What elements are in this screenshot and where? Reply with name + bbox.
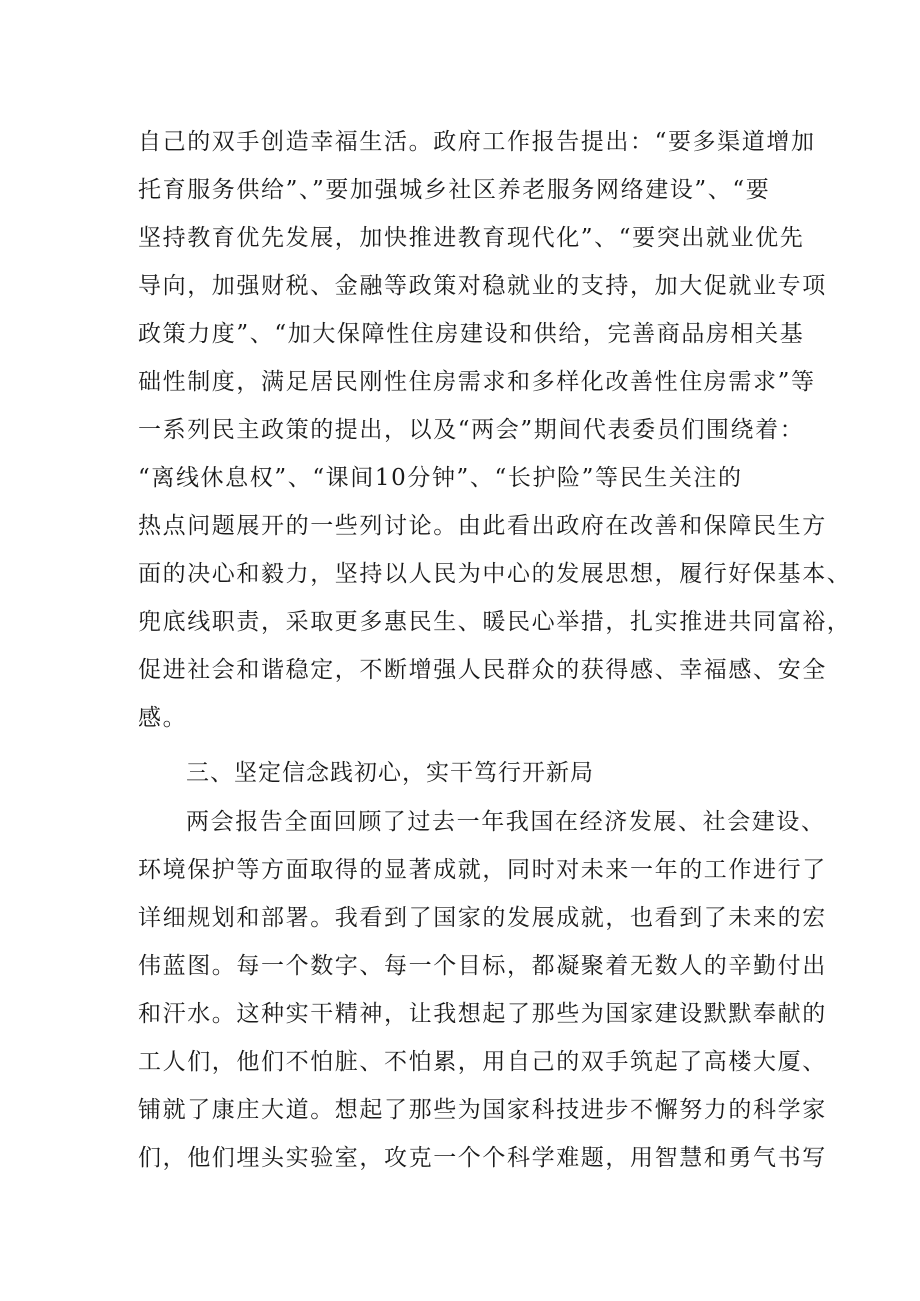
text-line: 和汗水。这种实干精神，让我想起了那些为国家建设默默奉献的 <box>138 1001 827 1027</box>
text-line: 们，他们埋头实验室，攻克一个个科学难题，用智慧和勇气书写 <box>138 1145 827 1171</box>
text-line: 热点问题展开的一些列讨论。由此看出政府在改善和保障民生方 <box>138 513 827 539</box>
text-line: 环境保护等方面取得的显著成就，同时对未来一年的工作进行了 <box>138 857 827 883</box>
text-line: 导向，加强财税、金融等政策对稳就业的支持，加大促就业专项 <box>138 273 827 299</box>
text-line: 托育服务供给”、”要加强城乡社区养老服务网络建设”、“要 <box>138 177 771 203</box>
text-line: 面的决心和毅力，坚持以人民为中心的发展思想，履行好保基本、 <box>138 561 852 587</box>
section-heading: 三、坚定信念践初心，实干笃行开新局 <box>186 760 594 786</box>
text-line: “离线休息权”、“课间10分钟”、“长护险”等民生关注的 <box>138 465 743 491</box>
text-line: 详细规划和部署。我看到了国家的发展成就，也看到了未来的宏 <box>138 905 827 931</box>
text-line: 两会报告全面回顾了过去一年我国在经济发展、社会建设、 <box>186 809 826 835</box>
text-line: 自己的双手创造幸福生活。政府工作报告提出：“要多渠道增加 <box>138 129 816 155</box>
text-line: 伟蓝图。每一个数字、每一个目标，都凝聚着无数人的辛勤付出 <box>138 953 827 979</box>
text-line: 促进社会和谐稳定，不断增强人民群众的获得感、幸福感、安全 <box>138 657 827 683</box>
text-line: 工人们，他们不怕脏、不怕累，用自己的双手筑起了高楼大厦、 <box>138 1049 827 1075</box>
text-line: 感。 <box>138 705 188 731</box>
text-line: 坚持教育优先发展，加快推进教育现代化”、“要突出就业优先 <box>138 225 805 251</box>
text-line: 础性制度，满足居民刚性住房需求和多样化改善性住房需求”等 <box>138 369 816 395</box>
text-line: 政策力度”、“加大保障性住房建设和供给，完善商品房相关基 <box>138 321 805 347</box>
text-line: 一系列民主政策的提出，以及“两会”期间代表委员们围绕着： <box>138 417 805 443</box>
text-line: 兜底线职责，采取更多惠民生、暖民心举措，扎实推进共同富裕， <box>138 609 852 635</box>
text-line: 铺就了康庄大道。想起了那些为国家科技进步不懈努力的科学家 <box>138 1097 827 1123</box>
